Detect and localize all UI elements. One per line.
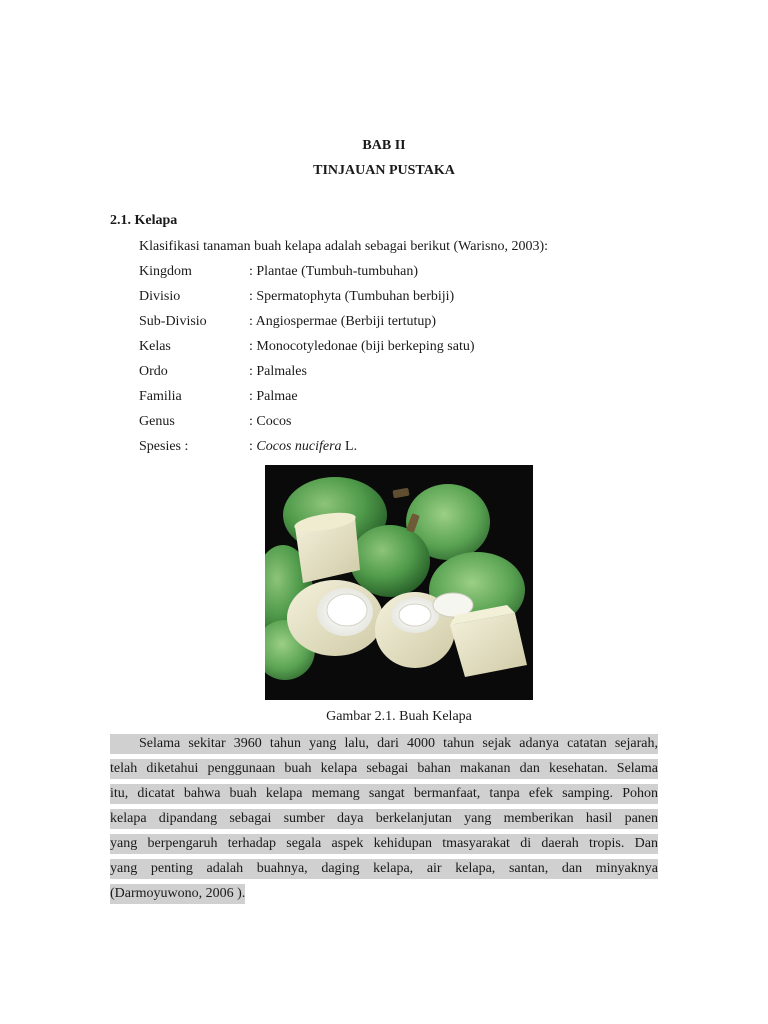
taxonomy-row-ordo <box>139 364 307 380</box>
taxonomy-value: : Spermatophyta (Tumbuhan berbiji) <box>249 289 455 304</box>
taxonomy-rank: Divisio <box>139 289 181 304</box>
paragraph-line <box>110 757 658 782</box>
taxonomy-value: : Cocos <box>249 414 292 429</box>
figure-caption: Gambar 2.1. Buah Kelapa <box>326 709 472 724</box>
highlighted-text: yang berpengaruh terhadap segala aspek kehidupan tmasyarakat di daerah tropis. Dan <box>110 834 658 854</box>
taxonomy-value-prefix: : <box>249 439 257 454</box>
highlighted-text: Selama sekitar 3960 tahun yang lalu, dari 4000 tahun sejak adanya catatan sejarah, <box>110 734 658 754</box>
taxonomy-rank: Kingdom <box>139 264 192 279</box>
taxonomy-value: : Palmae <box>249 389 298 404</box>
classification-intro: Klasifikasi tanaman buah kelapa adalah sebagai berikut (Warisno, 2003): <box>139 239 549 254</box>
section-heading: 2.1. Kelapa <box>110 213 178 228</box>
taxonomy-rank: Familia <box>139 389 182 404</box>
paragraph-line <box>110 832 658 857</box>
taxonomy-row-subdivisio <box>139 314 436 330</box>
taxonomy-rank: Kelas <box>139 339 171 354</box>
highlighted-text: yang penting adalah buahnya, daging kelapa, air kelapa, santan, dan minyaknya <box>110 859 658 879</box>
paragraph-line <box>110 807 658 832</box>
highlighted-text: itu, dicatat bahwa buah kelapa memang sangat bermanfaat, tanpa efek samping. Pohon <box>110 784 658 804</box>
highlighted-text: telah diketahui penggunaan buah kelapa sebagai bahan makanan dan kesehatan. Selama <box>110 759 658 779</box>
taxonomy-value-italic: Cocos nucifera <box>256 439 342 454</box>
body-paragraph <box>110 732 658 907</box>
taxonomy-value-suffix: L. <box>341 439 358 454</box>
paragraph-line <box>110 732 658 757</box>
taxonomy-row-kelas <box>139 339 475 355</box>
taxonomy-row-divisio <box>139 289 454 305</box>
chapter-number: BAB II <box>362 138 406 153</box>
taxonomy-row-kingdom <box>139 264 418 280</box>
paragraph-line <box>110 857 658 882</box>
highlighted-text: kelapa dipandang sebagai sumber daya berkelanjutan yang memberikan hasil panen <box>110 809 658 829</box>
taxonomy-value: : Angiospermae (Berbiji tertutup) <box>249 314 437 329</box>
taxonomy-row-spesies <box>139 439 357 455</box>
taxonomy-rank: Spesies : <box>139 439 189 454</box>
coconut-photo <box>265 465 533 700</box>
taxonomy-value: : Plantae (Tumbuh-tumbuhan) <box>249 264 419 279</box>
taxonomy-rank: Genus <box>139 414 175 429</box>
paragraph-line <box>110 782 658 807</box>
taxonomy-rank: Sub-Divisio <box>139 314 207 329</box>
taxonomy-row-familia <box>139 389 298 405</box>
taxonomy-value: : Palmales <box>249 364 307 379</box>
highlighted-text: (Darmoyuwono, 2006 ). <box>110 884 245 904</box>
taxonomy-rank: Ordo <box>139 364 168 379</box>
paragraph-line <box>110 882 658 907</box>
taxonomy-row-genus <box>139 414 291 430</box>
taxonomy-value: : Monocotyledonae (biji berkeping satu) <box>249 339 475 354</box>
chapter-title: TINJAUAN PUSTAKA <box>313 163 455 178</box>
